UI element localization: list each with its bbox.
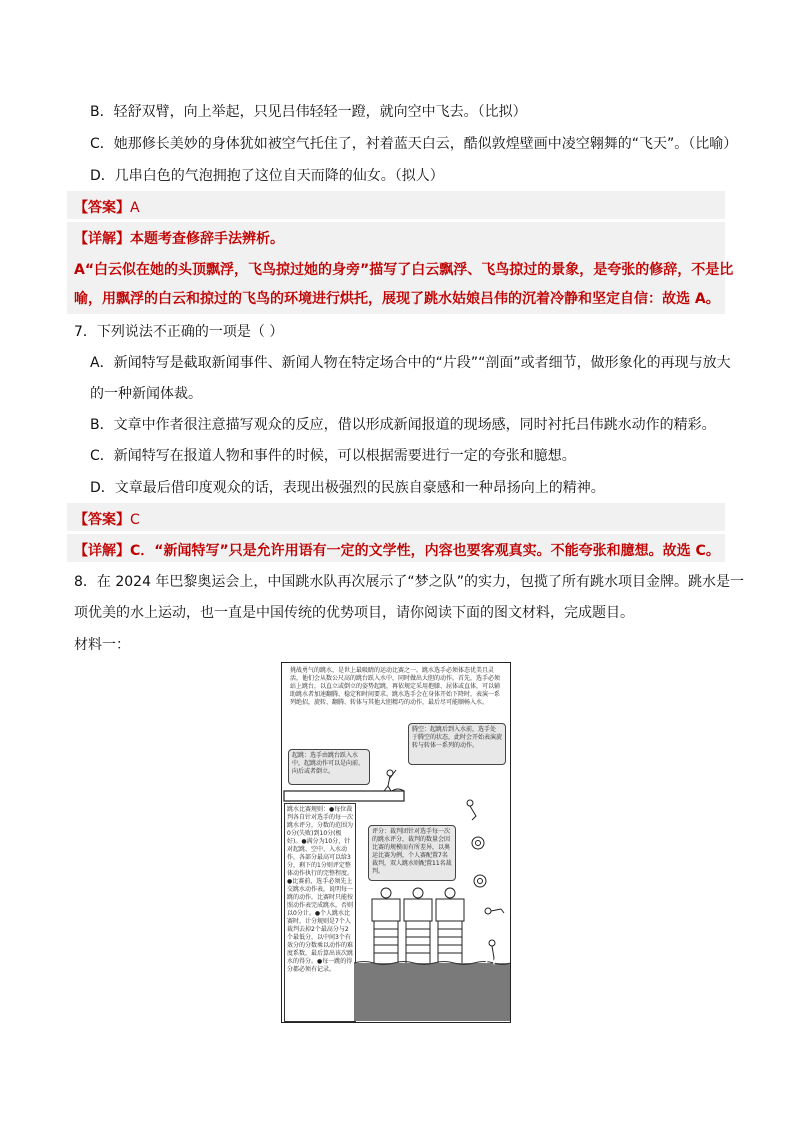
- q7-option-b: B．文章中作者很注意描写观众的反应，借以形成新闻报道的现场感，同时衬托吕伟跳水动作的精彩。: [90, 417, 716, 433]
- q7-option-a-2: 的一种新闻体裁。: [90, 386, 202, 402]
- q7-detail-line: [74, 540, 720, 560]
- diving-platform: [284, 791, 404, 801]
- takeoff-text: 选手由跳台跃入水中，起跳动作可以是向前、向后或者倒立。: [292, 752, 365, 775]
- detail-line: [74, 228, 284, 248]
- detail-tag: 【详解】: [74, 231, 130, 247]
- option-d: D．几串白色的气泡拥抱了这位自天而降的仙女。（拟人）: [90, 168, 444, 184]
- scoring-title: 评分：: [372, 828, 391, 835]
- q8-line-2: 项优美的水上运动，也一直是中国传统的优势项目，请你阅读下面的图文材料，完成题目。: [74, 605, 634, 621]
- detail-explain-2: 喻，用飘浮的白云和掠过的飞鸟的环境进行烘托，展现了跳水姑娘吕伟的沉着冷静和坚定自信：故选 A。: [74, 291, 720, 307]
- q7-answer-line: [74, 509, 140, 529]
- q7-option-c: C．新闻特写在报道人物和事件的时候，可以根据需要进行一定的夸张和臆想。: [90, 448, 576, 464]
- material-label: 材料一：: [74, 637, 130, 653]
- diving-infographic: [281, 662, 511, 1023]
- takeoff-title: 起跳：: [292, 752, 311, 759]
- detail-text: 本题考查修辞手法辨析。: [130, 231, 284, 247]
- fig-intro: 挑战勇气的跳水，是世上最吸睛的运动比赛之一。跳水选手必须体态优美且灵活，他们会从数公尺高的跳台跃入水中，同时做出大胆的动作。首先，选手必须站上跳台，以直立或倒立的姿势起跳，再依规定采用抱膝、屈体或直体，可以辅助跳水者加速翻腾、稳定和时间要求。跳水选手会在身体开始下降时，表演一系列绝招，旋转、翻腾、转体与其他大胆精巧的动作，最后尽可能顺畅入水。: [290, 667, 501, 706]
- option-b: B．轻舒双臂，向上举起，只见吕伟轻轻一蹬，就向空中飞去。（比拟）: [90, 104, 527, 120]
- option-c: C．她那修长美妙的身体犹如被空气托住了，衬着蓝天白云，酷似敦煌壁画中凌空翱舞的“飞天”。（比喻）: [90, 136, 738, 152]
- rules-title: 跳水比赛规则：: [287, 806, 330, 813]
- rules-text: ●每位裁判各自针对选手的每一次跳水评分，分数的范围为0分(失败)到10分(极好)。●满分为10分，针对起跳、空中、入水动作，各部分最高可以给3分，剩下的1分则评定整体动作执行的完整程度。●比赛前，选手必须先上交跳水动作表，说明每一跳的动作，比赛时只能按照动作表完成跳水，否则以0分计。●个人跳水比赛时，计分规则是7个人裁判去掉2个最高分与2个最低分，以中间3个有效分的分数乘以动作的难度系数，最后算出该次跳水的得分。●每一跳的得分都必须有记录。: [287, 806, 354, 973]
- answer-line: [74, 197, 140, 217]
- judges-chairs: [372, 888, 464, 965]
- diving-illustration: [282, 663, 511, 1023]
- flight-title: 腾空：: [412, 726, 431, 733]
- q7-option-d: D．文章最后借印度观众的话，表现出极强烈的民族自豪感和一种昂扬向上的精神。: [90, 480, 605, 496]
- detail-explain-1: A“白云似在她的头顶飘浮，飞鸟掠过她的身旁”描写了白云飘浮、飞鸟掠过的景象，是夸张的修辞，不是比: [74, 262, 734, 278]
- pool-water: [354, 963, 510, 1021]
- takeoff-diver-figure: [384, 770, 396, 791]
- q7-answer-bar: [67, 503, 725, 531]
- answer-value: A: [130, 200, 140, 216]
- q8-line-1: 8．在 2024 年巴黎奥运会上，中国跳水队再次展示了“梦之队”的实力，包揽了所有跳水项目金牌。跳水是一: [74, 574, 744, 590]
- answer-bar: [67, 191, 725, 219]
- q7-stem: 7．下列说法不正确的一项是（ ）: [74, 324, 284, 340]
- q7-answer-value: C: [130, 512, 140, 528]
- q7-detail-text: C．“新闻特写”只是允许用语有一定的文学性，内容也要客观真实。不能夸张和臆想。故选 C。: [130, 543, 720, 559]
- flight-diver-figures: [467, 800, 504, 968]
- q7-detail-tag: 【详解】: [74, 543, 130, 559]
- q7-answer-tag: 【答案】: [74, 512, 130, 528]
- answer-tag: 【答案】: [74, 200, 130, 216]
- scoring-text: 裁判团针对选手每一次的跳水评分，裁判的数量会因比赛的规模而有所差异，以奥运比赛为例，个人赛配置7名裁判，双人跳水则配置11名裁判。: [372, 828, 452, 875]
- flight-text: 起跳后到入水前，选手处于腾空的状态，此时会开始表演旋转与转体一系列的动作。: [412, 726, 503, 749]
- q7-option-a-1: A．新闻特写是截取新闻事件、新闻人物在特定场合中的“片段”“剖面”或者细节，做形象化的再现与放大: [90, 355, 731, 371]
